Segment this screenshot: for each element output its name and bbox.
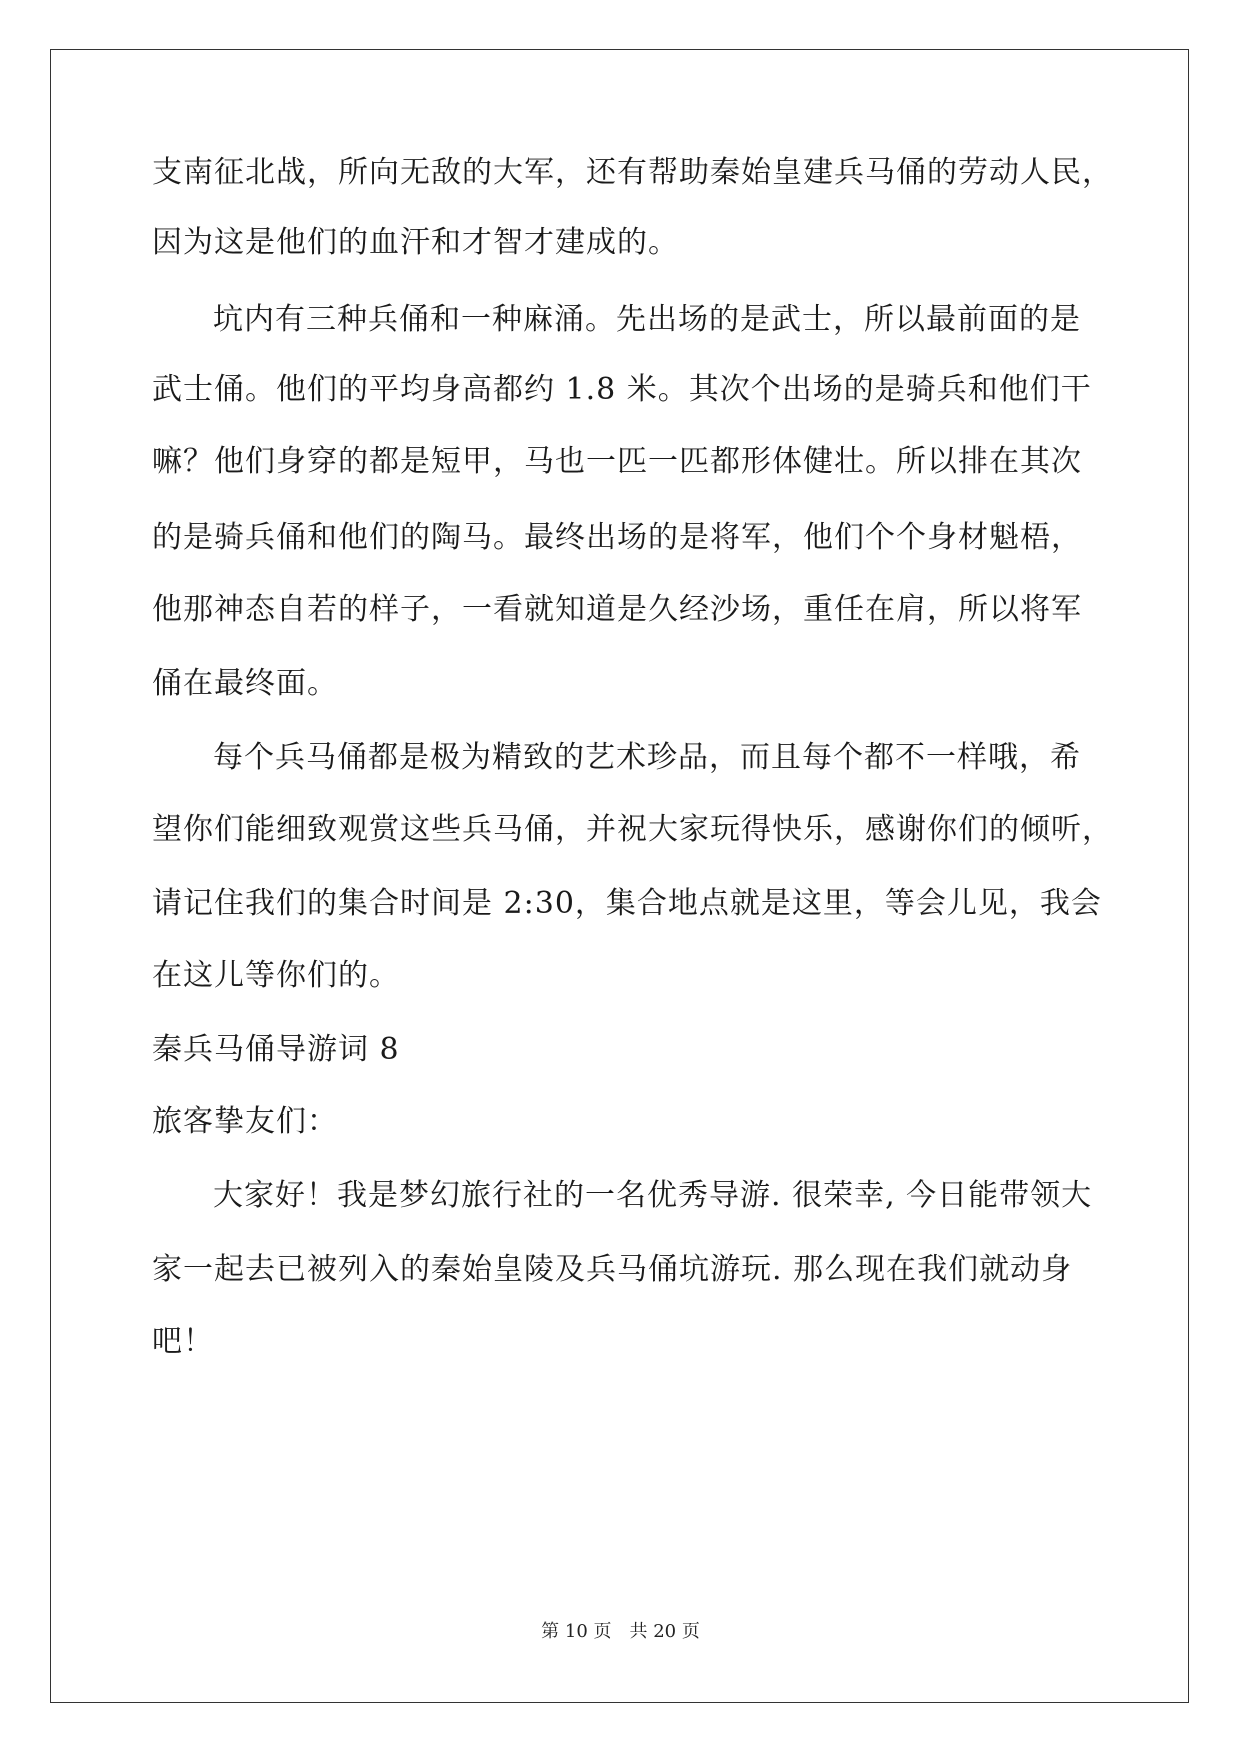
salutation: 旅客挚友们：: [152, 1104, 338, 1139]
paragraph-2-line-3: 嘛？他们身穿的都是短甲，马也一匹一匹都形体健壮。所以排在其次: [152, 444, 1082, 479]
page-border: [50, 49, 1189, 1703]
paragraph-3-line-4: 在这儿等你们的。: [152, 958, 400, 993]
paragraph-3-line-3: 请记住我们的集合时间是 2:30，集合地点就是这里，等会儿见，我会: [152, 886, 1102, 921]
paragraph-3-line-2: 望你们能细致观赏这些兵马俑，并祝大家玩得快乐，感谢你们的倾听，: [152, 812, 1113, 847]
paragraph-1-line-2: 因为这是他们的血汗和才智才建成的。: [152, 225, 679, 260]
section-heading: 秦兵马俑导游词 8: [152, 1032, 400, 1067]
paragraph-2-line-6: 俑在最终面。: [152, 666, 338, 701]
paragraph-4-line-2: 家一起去已被列入的秦始皇陵及兵马俑坑游玩. 那么现在我们就动身: [152, 1252, 1073, 1287]
paragraph-3-line-1: 每个兵马俑都是极为精致的艺术珍品，而且每个都不一样哦，希: [213, 740, 1081, 775]
page-number: 第 10 页 共 20 页: [541, 1621, 700, 1642]
paragraph-2-line-4: 的是骑兵俑和他们的陶马。最终出场的是将军，他们个个身材魁梧，: [152, 520, 1082, 555]
paragraph-4-line-1: 大家好！我是梦幻旅行社的一名优秀导游. 很荣幸, 今日能带领大: [213, 1178, 1093, 1213]
paragraph-2-line-2: 武士俑。他们的平均身高都约 1.8 米。其次个出场的是骑兵和他们干: [152, 372, 1092, 407]
paragraph-2-line-5: 他那神态自若的样子，一看就知道是久经沙场，重任在肩，所以将军: [152, 592, 1082, 627]
paragraph-1-line-1: 支南征北战，所向无敌的大军，还有帮助秦始皇建兵马俑的劳动人民，: [152, 155, 1113, 190]
paragraph-4-line-3: 吧！: [152, 1324, 214, 1359]
paragraph-2-line-1: 坑内有三种兵俑和一种麻涌。先出场的是武士，所以最前面的是: [213, 302, 1081, 337]
